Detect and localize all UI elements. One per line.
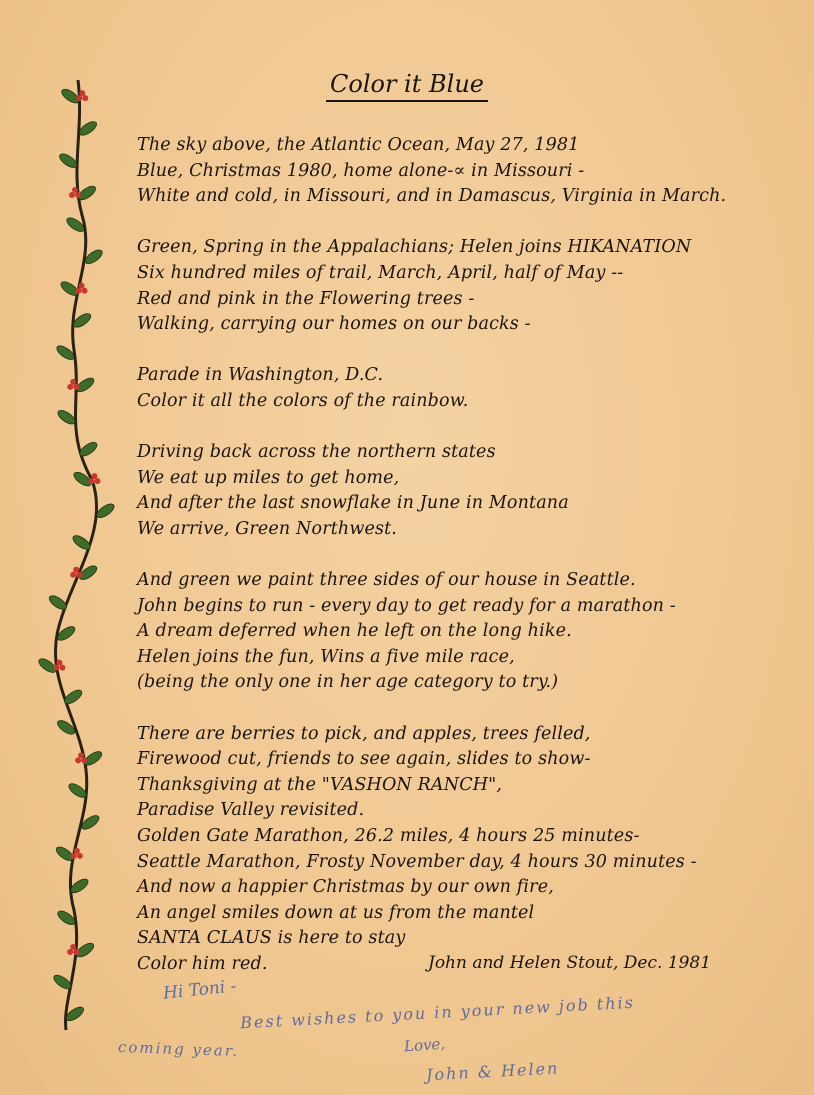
holly-berry xyxy=(73,949,79,955)
holly-berry xyxy=(88,478,94,484)
holly-berry xyxy=(70,379,76,385)
poem-line: Paradise Valley revisited. xyxy=(137,800,365,821)
poem-line: Green, Spring in the Appalachians; Helen joins HIKANATION xyxy=(137,237,692,258)
stanza-break xyxy=(137,415,797,441)
stanza-break xyxy=(137,210,797,236)
poem-line: White and cold, in Missouri, and in Damascus, Virginia in March. xyxy=(137,186,727,207)
holly-berry xyxy=(74,848,80,854)
handwritten-wishes-line-2: coming year. xyxy=(117,1037,240,1061)
poem-line: SANTA CLAUS is here to stay xyxy=(137,928,406,949)
poem-title: Color it Blue xyxy=(0,70,814,98)
holly-berry xyxy=(56,660,62,666)
stanza-break xyxy=(137,696,797,722)
holly-berry xyxy=(73,384,79,390)
holly-berry xyxy=(67,949,73,955)
poem-line: We arrive, Green Northwest. xyxy=(137,518,397,539)
poem-line: Seattle Marathon, Frosty November day, 4 hours 30 minutes - xyxy=(137,851,697,872)
holly-berry xyxy=(67,384,73,390)
holly-berry xyxy=(53,665,59,671)
holly-vine-decoration xyxy=(0,0,130,1095)
poem-line: And green we paint three sides of our house in Seattle. xyxy=(137,570,636,591)
holly-berry xyxy=(71,853,77,859)
holly-berry xyxy=(72,187,78,193)
holly-berry xyxy=(79,283,85,289)
poem-line: Helen joins the fun, Wins a five mile race, xyxy=(137,646,515,667)
holly-berry xyxy=(75,192,81,198)
poem-line: And now a happier Christmas by our own fire, xyxy=(137,877,554,898)
poem-line: John begins to run - every day to get ready for a marathon - xyxy=(137,595,676,616)
poem-line: Walking, carrying our homes on our backs - xyxy=(137,314,531,335)
holly-berry xyxy=(82,288,88,294)
poem-line: Blue, Christmas 1980, home alone-∝ in Missouri - xyxy=(137,160,585,181)
poem-line: The sky above, the Atlantic Ocean, May 27, 1981 xyxy=(137,135,580,155)
holly-berry xyxy=(59,665,65,671)
poem-line: Parade in Washington, D.C. xyxy=(137,365,384,386)
holly-berry xyxy=(78,752,84,758)
poem-line: A dream deferred when he left on the long hike. xyxy=(137,621,572,642)
poem-line: Thanksgiving at the "VASHON RANCH", xyxy=(137,774,503,795)
holly-berry xyxy=(70,944,76,950)
poem-line: And after the last snowflake in June in Montana xyxy=(137,493,569,514)
holly-berry xyxy=(77,853,83,859)
holly-berry xyxy=(70,572,76,578)
holly-berry xyxy=(81,757,87,763)
holly-berry xyxy=(69,192,75,198)
handwritten-closing: Love, xyxy=(403,1034,446,1056)
poem-line: Red and pink in the Flowering trees - xyxy=(137,288,475,309)
stanza-break xyxy=(137,543,797,569)
holly-berry xyxy=(91,473,97,479)
handwritten-greeting: Hi Toni - xyxy=(162,976,238,1004)
poem-line: An angel smiles down at us from the mantel xyxy=(137,902,535,923)
handwritten-wishes-line-1: Best wishes to you in your new job this xyxy=(239,992,636,1033)
stanza-break xyxy=(137,338,797,364)
holly-berry xyxy=(76,288,82,294)
holly-berry xyxy=(76,572,82,578)
poem-line: Firewood cut, friends to see again, slides to show- xyxy=(137,749,591,770)
holly-leaf xyxy=(57,151,79,170)
poem-line: (being the only one in her age category to try.) xyxy=(137,672,559,693)
holly-leaf xyxy=(56,408,78,427)
poem-line: Golden Gate Marathon, 26.2 miles, 4 hours 25 minutes- xyxy=(137,826,640,847)
poem-line: Color him red. xyxy=(137,954,268,974)
holly-berry xyxy=(94,478,100,484)
holly-berry xyxy=(73,567,79,573)
handwritten-signature: John & Helen xyxy=(425,1058,560,1085)
poem-line: Color it all the colors of the rainbow. xyxy=(137,390,469,411)
poem-line: We eat up miles to get home, xyxy=(137,467,400,488)
poem-line: Six hundred miles of trail, March, April, half of May -- xyxy=(137,262,624,283)
poem-body xyxy=(137,133,797,978)
typed-signature: John and Helen Stout, Dec. 1981 xyxy=(428,953,712,973)
poem-line: Driving back across the northern states xyxy=(137,442,496,463)
poem-line: There are berries to pick, and apples, trees felled, xyxy=(137,723,591,744)
holly-berry xyxy=(75,757,81,763)
